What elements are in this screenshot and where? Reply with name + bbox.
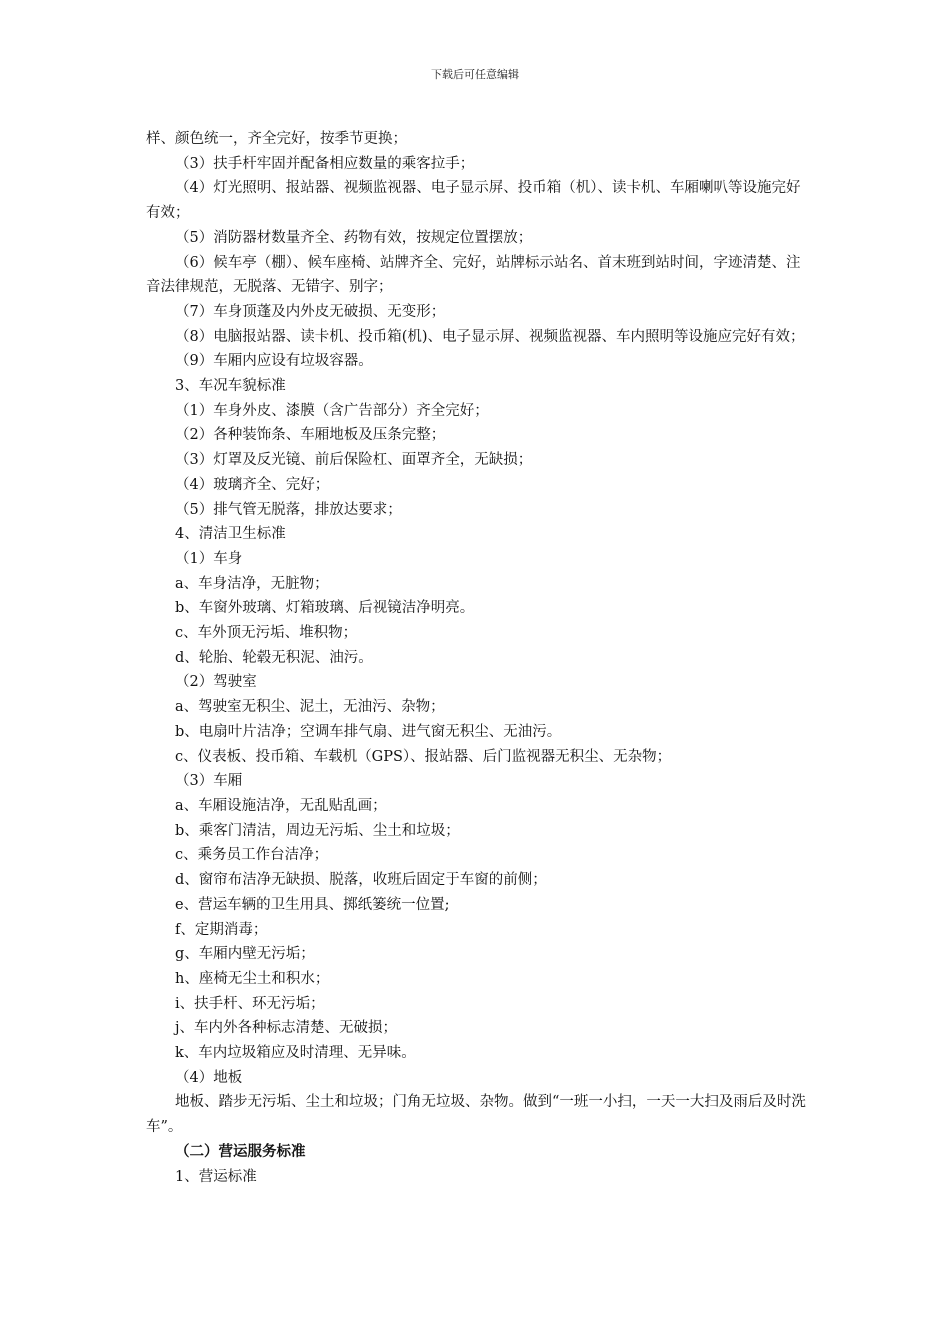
paragraph-line: j、车内外各种标志清楚、无破损； <box>175 1020 397 1037</box>
paragraph-line: 样、颜色统一，齐全完好，按季节更换； <box>146 131 407 147</box>
paragraph-line: （2）各种装饰条、车厢地板及压条完整； <box>175 427 446 444</box>
paragraph-line: 3、车况车貌标准 <box>175 378 286 395</box>
paragraph-line: （7）车身顶蓬及内外皮无破损、无变形； <box>175 303 446 320</box>
paragraph-line: （9）车厢内应设有垃圾容器。 <box>175 353 373 370</box>
paragraph-line: （8）电脑报站器、读卡机、投币箱(机)、电子显示屏、视频监视器、车内照明等设施应完好有效； <box>175 328 805 345</box>
paragraph-line: f、定期消毒； <box>175 921 268 938</box>
paragraph-line: （5）排气管无脱落，排放达要求； <box>175 501 402 518</box>
paragraph-line: 1、营运标准 <box>175 1168 257 1185</box>
page-header: 下载后可任意编辑 <box>431 68 519 81</box>
paragraph-line: 4、清洁卫生标准 <box>175 526 286 543</box>
paragraph-line: d、轮胎、轮毂无积泥、油污。 <box>175 649 373 666</box>
paragraph-line: h、座椅无尘土和积水； <box>175 970 330 987</box>
paragraph-line: （1）车身 <box>175 550 243 567</box>
paragraph-line: c、乘务员工作台洁净； <box>175 847 329 864</box>
paragraph-line: e、营运车辆的卫生用具、掷纸篓统一位置; <box>175 896 450 913</box>
paragraph-line: （3）扶手杆牢固并配备相应数量的乘客拉手； <box>175 155 475 172</box>
paragraph-line: d、窗帘布洁净无缺损、脱落，收班后固定于车窗的前侧； <box>175 872 547 889</box>
paragraph-line: （3）灯罩及反光镜、前后保险杠、面罩齐全，无缺损； <box>175 452 533 469</box>
paragraph-line: 地板、踏步无污垢、尘土和垃圾；门角无垃圾、杂物。做到“一班一小扫，一天一大扫及雨后及时洗车”。 <box>146 1094 806 1136</box>
paragraph-line: a、车厢设施洁净，无乱贴乱画； <box>175 797 387 814</box>
paragraph-line: （3）车厢 <box>175 773 243 790</box>
paragraph-line: （6）候车亭（棚）、候车座椅、站牌齐全、完好，站牌标示站名、首末班到站时间，字迹清楚、注音法律规范，无脱落、无错字、别字； <box>146 254 801 296</box>
paragraph-line: c、车外顶无污垢、堆积物； <box>175 625 358 642</box>
paragraph-line: i、扶手杆、环无污垢； <box>175 995 325 1012</box>
paragraph-line: （1）车身外皮、漆膜（含广告部分）齐全完好； <box>175 402 489 419</box>
paragraph-line: a、车身洁净，无脏物； <box>175 575 329 592</box>
paragraph-line: b、车窗外玻璃、灯箱玻璃、后视镜洁净明亮。 <box>175 600 475 617</box>
paragraph-line: （2）驾驶室 <box>175 674 257 691</box>
paragraph-line: （4）玻璃齐全、完好； <box>175 476 330 493</box>
paragraph-line: b、乘客门清洁，周边无污垢、尘土和垃圾； <box>175 822 460 839</box>
document-body <box>146 127 810 1189</box>
paragraph-line: c、仪表板、投币箱、车载机（GPS）、报站器、后门监视器无积尘、无杂物； <box>175 748 672 765</box>
paragraph-line: （5）消防器材数量齐全、药物有效，按规定位置摆放； <box>175 229 533 246</box>
paragraph-line: （4）地板 <box>175 1069 243 1086</box>
paragraph-line: （4）灯光照明、报站器、视频监视器、电子显示屏、投币箱（机）、读卡机、车厢喇叭等设施完好有效； <box>146 180 801 222</box>
paragraph-line: a、驾驶室无积尘、泥土，无油污、杂物； <box>175 699 445 716</box>
section-heading: （二）营运服务标准 <box>175 1142 306 1160</box>
paragraph-line: k、车内垃圾箱应及时清理、无异味。 <box>175 1045 416 1062</box>
paragraph-line: g、车厢内壁无污垢； <box>175 946 315 963</box>
paragraph-line: b、电扇叶片洁净；空调车排气扇、进气窗无积尘、无油污。 <box>175 723 562 740</box>
